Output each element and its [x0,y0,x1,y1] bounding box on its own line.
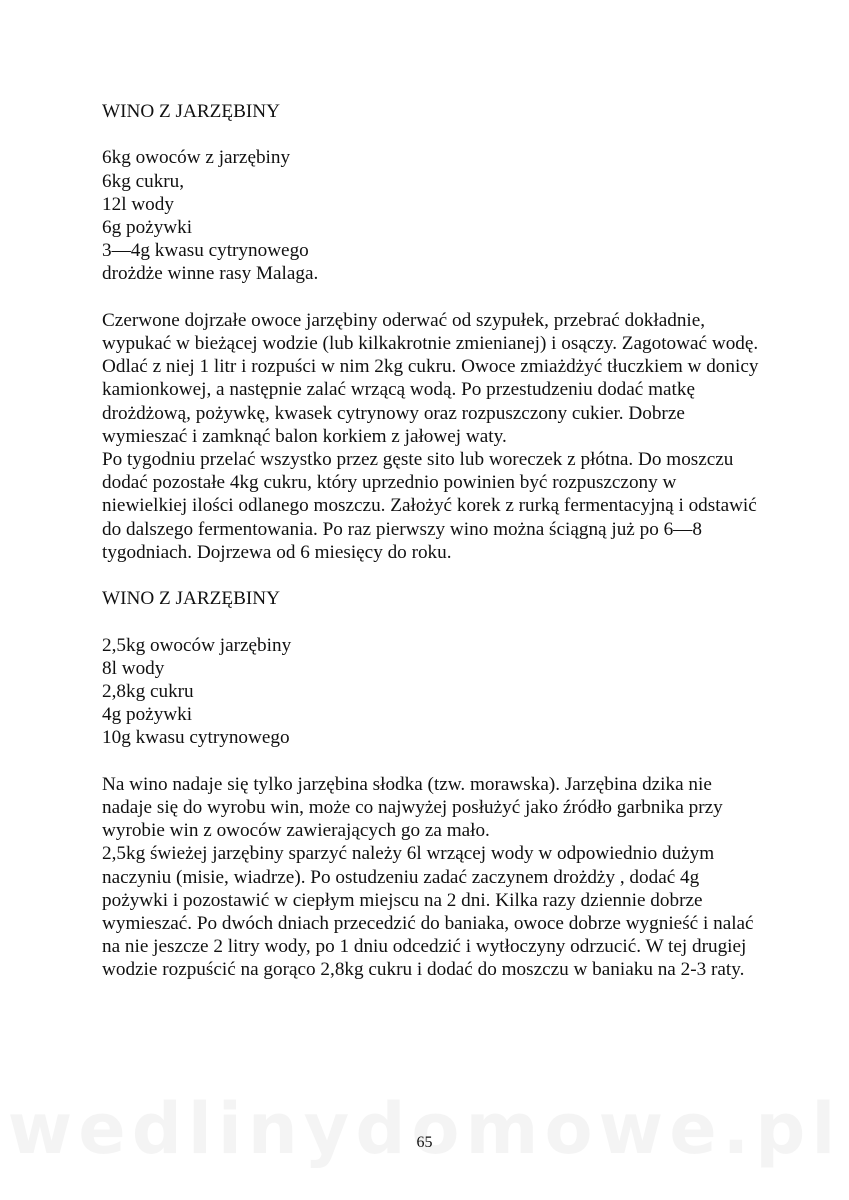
instruction-paragraph: Na wino nadaje się tylko jarzębina słodka (tzw. morawska). Jarzębina dzika nie nadaje się do wyrobu win, może co najwyżej posłużyć jako źródło garbnika przy wyrobie win z owoców zawierających go za mało. [102,773,723,842]
ingredient-item: 6kg cukru, [102,170,185,192]
page-number: 65 [416,1134,433,1151]
ingredient-item: 2,5kg owoców jarzębiny [102,634,292,656]
ingredient-item: drożdże winne rasy Malaga. [102,263,319,285]
recipe-title: WINO Z JARZĘBINY [102,588,280,610]
ingredient-item: 4g pożywki [102,704,193,726]
watermark [0,1088,849,1170]
instruction-paragraph: Po tygodniu przelać wszystko przez gęste sito lub woreczek z płótna. Do moszczu dodać pozostałe 4kg cukru, który uprzednio powinien być rozpuszczony w niewielkiej ilości odlanego moszczu. Założyć korek z rurką fermentacyjną i odstawić do dalszego fermentowania. Po raz pierwszy wino można ściągną już po 6—8 tygodniach. Dojrzewa od 6 miesięcy do roku. [102,449,757,563]
ingredient-list [102,634,762,750]
ingredient-item: 3—4g kwasu cytrynowego [102,240,309,262]
ingredient-item: 10g kwasu cytrynowego [102,727,290,749]
recipe-2 [102,587,762,981]
ingredient-item: 2,8kg cukru [102,681,194,703]
recipe-title: WINO Z JARZĘBINY [102,101,280,122]
document-page [102,100,762,982]
ingredient-item: 8l wody [102,657,165,679]
ingredient-item: 6kg owoców z jarzębiny [102,147,291,169]
instruction-paragraph: Czerwone dojrzałe owoce jarzębiny oderwać od szypułek, przebrać dokładnie, wypukać w bieżącej wodzie (lub kilkakrotnie zmienianej) i osączy. Zagotować wodę. Odlać z niej 1 litr i rozpuści w nim 2kg cukru. Owoce zmiażdżyć tłuczkiem w donicy kamionkowej, a następnie zalać wrzącą wodą. Po przestudzeniu dodać matkę drożdżową, pożywkę, kwasek cytrynowy oraz rozpuszczony cukier. Dobrze wymieszać i zamknąć balon korkiem z jałowej waty. [102,309,759,447]
instruction-paragraph: 2,5kg świeżej jarzębiny sparzyć należy 6l wrzącej wody w odpowiednio dużym naczyniu (misie, wiadrze). Po ostudzeniu zadać zaczynem drożdży , dodać 4g pożywki i pozostawić w ciepłym miejscu na 2 dni. Kilka razy dziennie dobrze wymieszać. Po dwóch dniach przecedzić do baniaka, owoce dobrze wygnieść i nalać na nie jeszcze 2 litry wody, po 1 dniu odcedzić i wytłoczyny odrzucić. W tej drugiej wodzie rozpuścić na gorąco 2,8kg cukru i dodać do moszczu w baniaku na 2-3 raty. [102,843,754,981]
ingredient-list [102,146,762,285]
recipe-1 [102,100,762,564]
ingredient-item: 6g pożywki [102,217,193,238]
ingredient-item: 12l wody [102,193,174,215]
